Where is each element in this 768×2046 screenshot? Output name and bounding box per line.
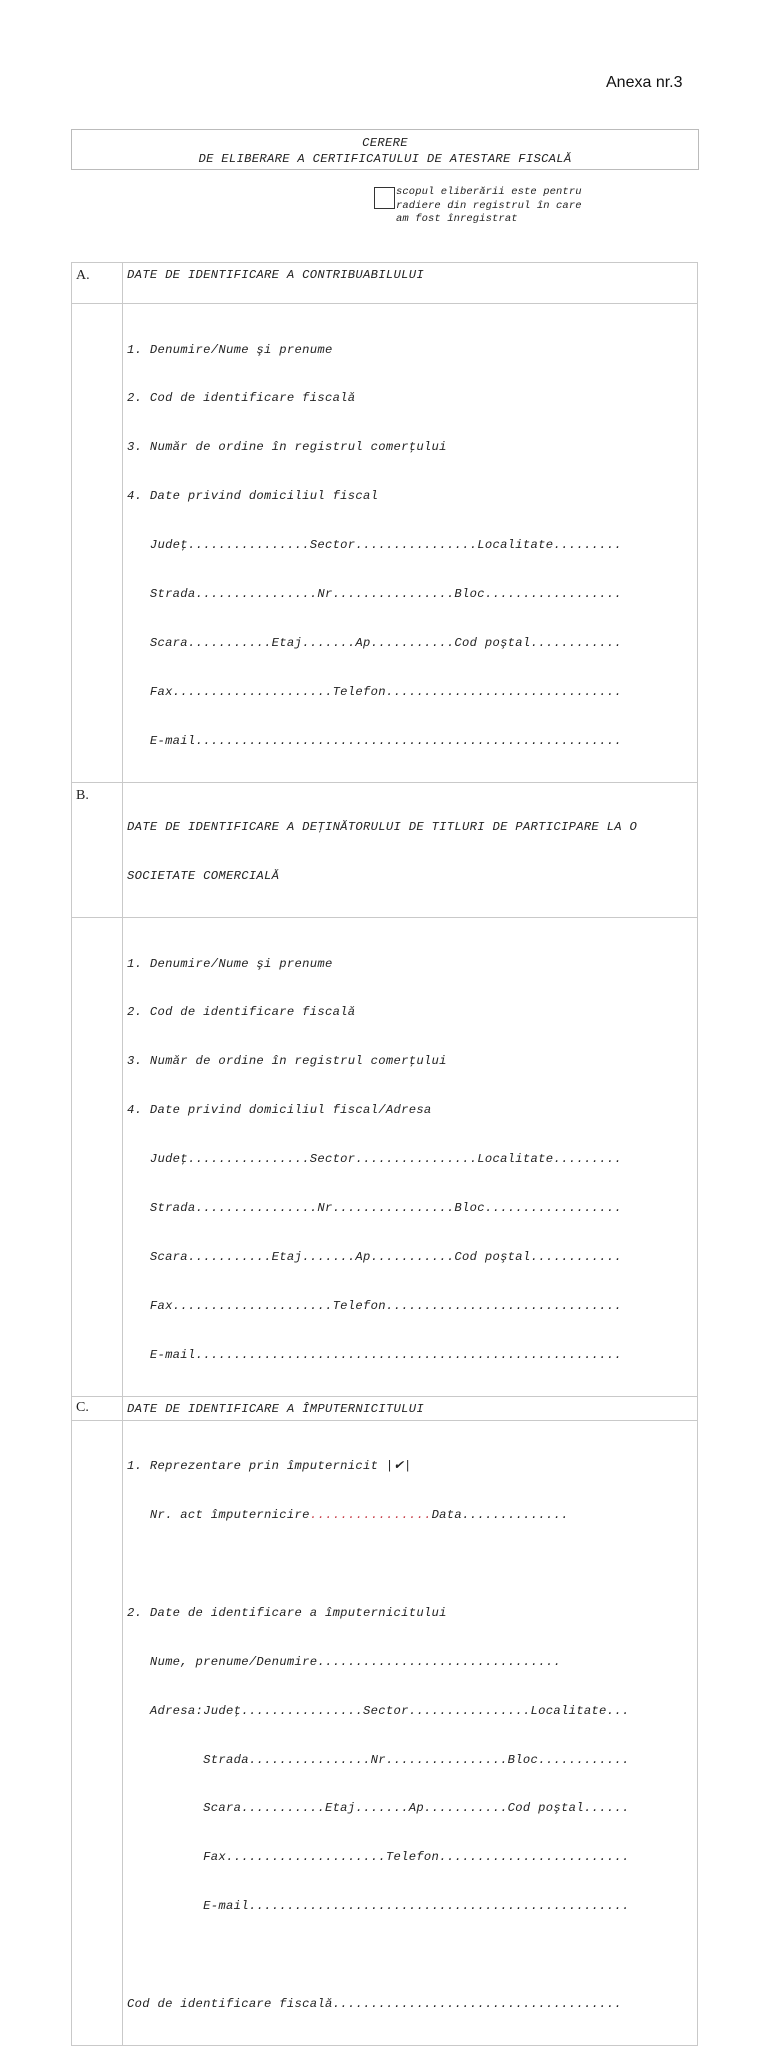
annex-number: Anexa nr.3 [606, 74, 683, 91]
section-c-fields [123, 1420, 698, 2045]
purpose-checkbox[interactable] [374, 187, 395, 209]
address-line[interactable]: Judeţ................Sector................Localitate......... [127, 538, 622, 553]
field-line: 3. Număr de ordine în registrul comerţului [127, 1054, 447, 1069]
fiscal-code-line[interactable]: Cod de identificare fiscală...................................... [127, 1996, 622, 2011]
section-letter: A. [76, 268, 90, 283]
section-a-fields [123, 304, 698, 783]
section-heading: DATE DE IDENTIFICARE A CONTRIBUABILULUI [127, 268, 424, 282]
email-line[interactable]: E-mail........................................................ [127, 1347, 622, 1362]
email-line[interactable]: E-mail.................................................. [127, 1899, 630, 1914]
form-title: CERERE [362, 136, 408, 150]
address-line[interactable]: Adresa:Judeţ................Sector................Localitate... [127, 1703, 630, 1718]
field-line: 4. Date privind domiciliul fiscal/Adresa [127, 1103, 432, 1118]
section-heading: SOCIETATE COMERCIALĂ [127, 869, 280, 884]
form-subtitle: DE ELIBERARE A CERTIFICATULUI DE ATESTARE FISCALĂ [198, 152, 572, 166]
contact-line[interactable]: Fax.....................Telefon............................... [127, 1298, 622, 1313]
address-line[interactable]: Scara...........Etaj.......Ap...........Cod poştal............ [127, 1249, 622, 1264]
section-b-heading-cell [123, 782, 698, 917]
section-heading: DATE DE IDENTIFICARE A ÎMPUTERNICITULUI [127, 1401, 424, 1416]
contact-line[interactable]: Fax.....................Telefon......................... [127, 1850, 630, 1865]
address-line[interactable]: Judeţ................Sector................Localitate......... [127, 1152, 622, 1167]
address-line[interactable]: Scara...........Etaj.......Ap...........Cod poştal...... [127, 1801, 630, 1816]
field-line: 1. Denumire/Nume şi prenume [127, 342, 333, 357]
section-letter: C. [76, 1399, 89, 1415]
section-a-heading-cell [123, 263, 698, 304]
section-c-letter-cell [72, 1396, 123, 1420]
field-line: 2. Cod de identificare fiscală [127, 391, 356, 406]
section-b-letter-cell [72, 782, 123, 917]
act-number-dots[interactable]: ................ [309, 1508, 432, 1523]
email-line[interactable]: E-mail........................................................ [127, 733, 622, 748]
representation-line[interactable]: 1. Reprezentare prin împuternicit |✔| [127, 1459, 412, 1474]
title-box [71, 129, 699, 170]
purpose-note: scopul eliberării este pentru radiere din registrul în care am fost înregistrat [396, 186, 582, 225]
contact-line[interactable]: Fax.....................Telefon............................... [127, 684, 622, 699]
field-line: 3. Număr de ordine în registrul comerţului [127, 440, 447, 455]
section-c-heading-cell [123, 1396, 698, 1420]
address-line[interactable]: Scara...........Etaj.......Ap...........Cod poştal............ [127, 635, 622, 650]
address-line[interactable]: Strada................Nr................Bloc............ [127, 1752, 630, 1767]
address-line[interactable]: Strada................Nr................Bloc.................. [127, 1201, 622, 1216]
section-letter: B. [76, 787, 89, 803]
section-a-letter-cell [72, 263, 123, 304]
name-line[interactable]: Nume, prenume/Denumire................................ [127, 1654, 561, 1669]
field-line: 1. Denumire/Nume şi prenume [127, 956, 333, 971]
authorization-act-line[interactable]: Nr. act împuternicire................Data.............. [127, 1508, 569, 1523]
field-line: 2. Cod de identificare fiscală [127, 1005, 356, 1020]
section-b-fields [123, 917, 698, 1396]
address-line[interactable]: Strada................Nr................Bloc.................. [127, 587, 622, 602]
field-line: 4. Date privind domiciliul fiscal [127, 489, 379, 504]
form-table [71, 262, 698, 2046]
section-heading: DATE DE IDENTIFICARE A DEŢINĂTORULUI DE TITLURI DE PARTICIPARE LA O [127, 820, 638, 835]
field-line: 2. Date de identificare a împuternicitului [127, 1605, 447, 1620]
